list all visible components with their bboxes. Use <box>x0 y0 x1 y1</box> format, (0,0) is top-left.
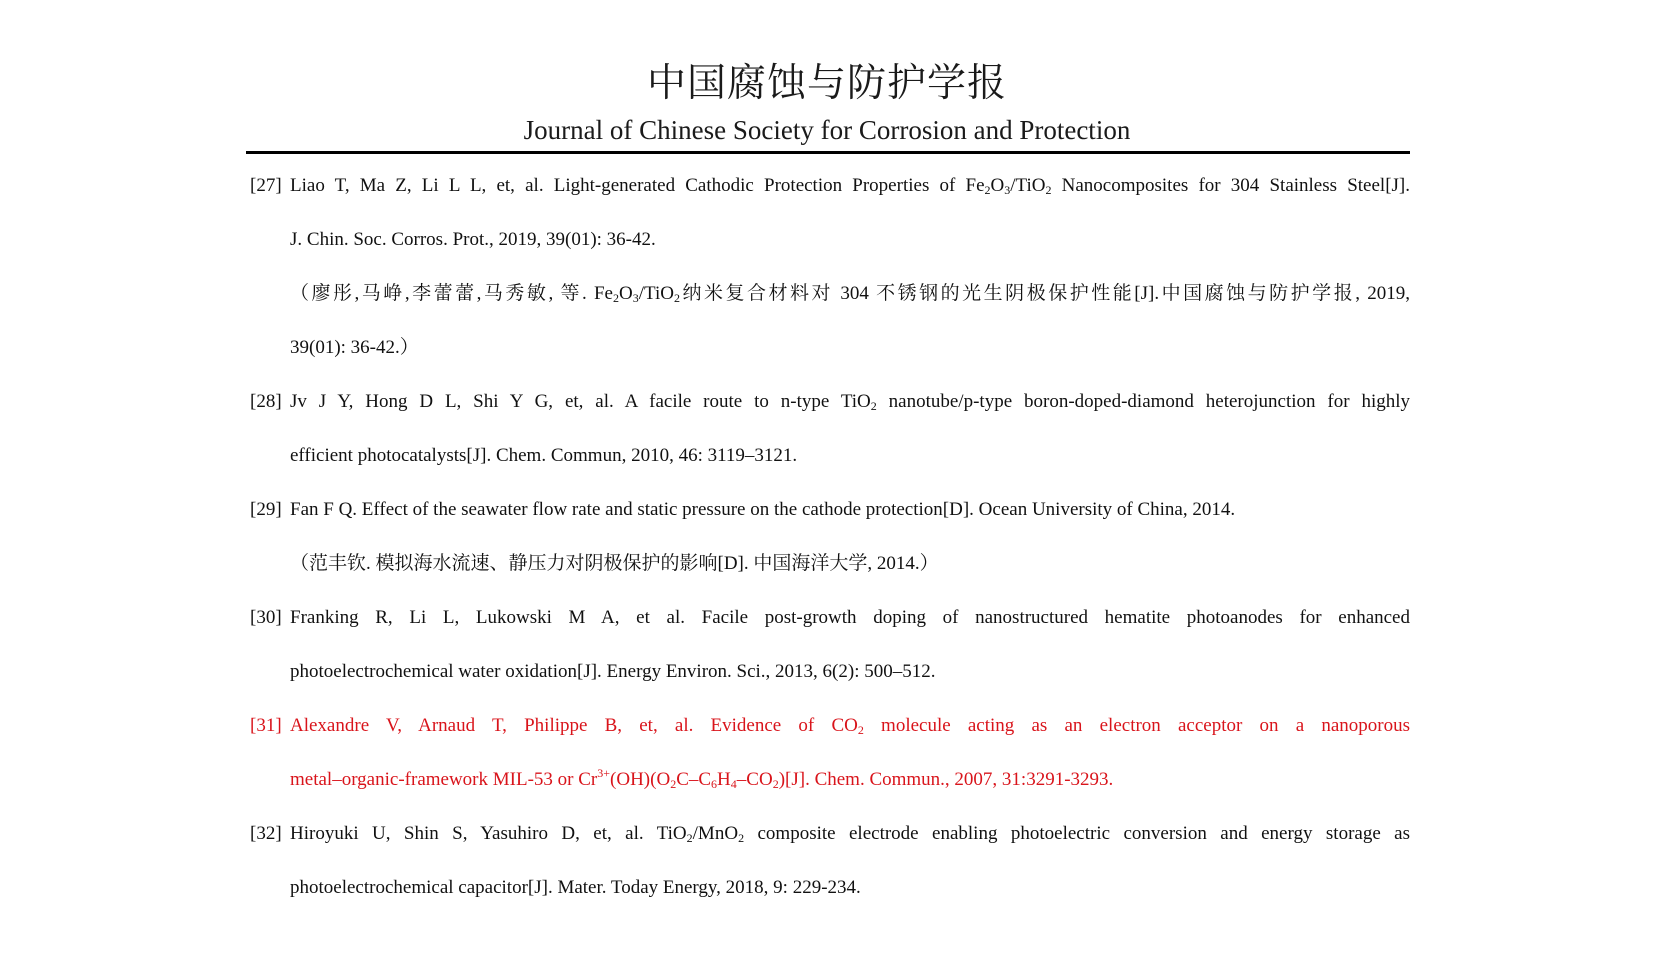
journal-title-english: Journal of Chinese Society for Corrosion and Protection <box>523 115 1131 145</box>
header-divider <box>246 151 1410 154</box>
reference-28-line-1: [28] Jv J Y, Hong D L, Shi Y G, et, al. A facile route to n-type TiO$_2$ nanotube/p-type boron-doped-diamond heterojunction for highly <box>250 375 1410 429</box>
reference-number: [28] <box>250 391 282 412</box>
reference-32-line-2: photoelectrochemical capacitor[J]. Mater. Today Energy, 2018, 9: 229-234. <box>290 877 861 898</box>
reference-30-line-1: [30] Franking R, Li L, Lukowski M A, et al. Facile post-growth doping of nanostructured hematite photoanodes for enhanced <box>250 591 1410 645</box>
reference-28-line-2: efficient photocatalysts[J]. Chem. Commun, 2010, 46: 3119–3121. <box>290 445 798 466</box>
reference-number: [29] <box>250 499 282 520</box>
reference-number: [30] <box>250 607 282 628</box>
reference-number: [27] <box>250 175 282 196</box>
reference-number: [31] <box>250 715 282 736</box>
reference-31-line-1: [31] Alexandre V, Arnaud T, Philippe B, et, al. Evidence of $CO_2$ molecule acting as an electron acceptor on a nanoporous <box>250 699 1410 753</box>
reference-30-line-2: photoelectrochemical water oxidation[J]. Energy Environ. Sci., 2013, 6(2): 500–512. <box>290 661 936 682</box>
reference-29-line-1: [29] Fan F Q. Effect of the seawater flow rate and static pressure on the cathode protection[D]. Ocean University of China, 2014. <box>250 483 1410 537</box>
reference-list <box>250 159 1410 915</box>
reference-27-chinese-line-1: （廖彤,马峥,李蕾蕾,马秀敏, 等. $Fe_2O_3/TiO_2$纳米复合材料对 304 不锈钢的光生阴极保护性能[J].中国腐蚀与防护学报, 2019, <box>290 283 1410 305</box>
reference-27-line-1: [27] Liao T, Ma Z, Li L L, et, al. Light-generated Cathodic Protection Properties of $Fe_2O_3/TiO_2$ Nanocomposites for 304 Stainless Steel[J]. <box>250 159 1410 213</box>
reference-27-line-2: J. Chin. Soc. Corros. Prot., 2019, 39(01): 36-42. <box>290 229 656 250</box>
journal-title-chinese: 中国腐蚀与防护学报 <box>646 62 1007 105</box>
reference-27-chinese-line-2: 39(01): 36-42.） <box>290 337 419 358</box>
reference-number: [32] <box>250 823 282 844</box>
reference-29-chinese-line: （范丰钦. 模拟海水流速、静压力对阴极保护的影响[D]. 中国海洋大学, 2014.） <box>290 553 939 574</box>
reference-31-line-2: metal–organic-framework MIL-53 or $Cr^{3+}(OH)(O_2C-C_6H_4-CO_2)[J]$. Chem. Commun., 2007, 31:3291-3293. <box>290 766 1114 791</box>
reference-32-line-1: [32] Hiroyuki U, Shin S, Yasuhiro D, et, al. TiO$_2$/MnO$_2$ composite electrode enabling photoelectric conversion and energy storage as <box>250 807 1410 861</box>
